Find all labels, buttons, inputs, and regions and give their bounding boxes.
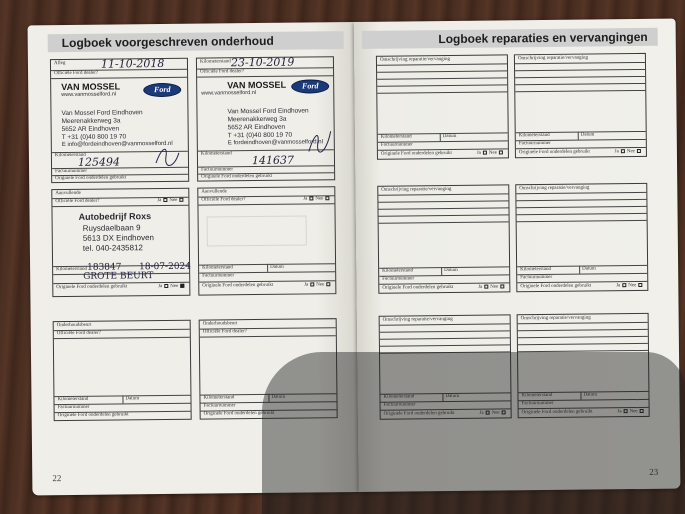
maintenance-card-3: Aanvullende Officiële Ford dealer? Ja Nee Autobedrijf Roxs Ruysdaelbaan 9 5613 DX Eindhoven tel. 040-2435812 Kilometerstand 183847 18-07-2024 GROTE BEURT Originele Ford onderdelen gebruikt Ja Nee <box>51 188 190 297</box>
stamp-brand: VAN MOSSEL <box>61 81 121 93</box>
card-header-label: Afleg <box>53 61 66 67</box>
left-page-title: Logboek voorgeschreven onderhoud <box>48 31 344 52</box>
repair-card-1: Omschrijving reparatie/vervanging Kilometerstand Datum Factuurnummer Originele Ford onderdelen gebruikt Ja Nee <box>376 54 509 159</box>
stamp-line: T +31 (0)40 800 19 70 <box>61 133 127 142</box>
repair-card-4: Omschrijving reparatie/vervanging Kilometerstand Datum Factuurnummer Originele Ford onderdelen gebruikt Ja Nee <box>515 183 648 292</box>
page-number: 22 <box>52 473 62 484</box>
stamp-line: 5652 AR Eindhoven <box>61 125 120 134</box>
handwritten-date: 18-07-2024 <box>139 261 192 273</box>
official-dealer-label: Officiële Ford dealer? <box>54 70 99 77</box>
maintenance-card-5: Onderhoudsbeurt Officiële Ford dealer? Kilometerstand Datum Factuurnummer Originele Ford onderdelen gebruikt <box>53 320 192 421</box>
handwritten-note: GROTE BEURT <box>83 271 154 282</box>
maintenance-card-1: Afleg 11-10-2018 Officiële Ford dealer? VAN MOSSEL www.vanmosselford.nl Ford Van Mossel Ford Eindhoven Meerenakkerweg 3a 5652 AR Eindhoven T +31 (0)40 800 19 70 E info@fordeindhoven@vanmosselford.nl Kilometerstand 125494 Factuurnummer Originele Ford onderdelen gebruikt <box>50 58 189 183</box>
repair-card-3: Omschrijving reparatie/vervanging Kilometerstand Datum Factuurnummer Originele Ford onderdelen gebruikt Ja Nee <box>377 184 510 293</box>
handwritten-mileage: 141637 <box>251 153 295 168</box>
signature <box>306 125 334 157</box>
stamp-url: www.vanmosselford.nl <box>201 90 257 97</box>
logbook-booklet <box>28 19 681 496</box>
handwritten-mileage: 125494 <box>77 155 121 169</box>
left-page <box>28 22 359 495</box>
handwritten-mileage: 183847 <box>87 262 122 273</box>
ford-logo: Ford <box>143 83 181 97</box>
repair-card-5: Omschrijving reparatie/vervanging Kilometerstand Datum Factuurnummer Originele Ford onderdelen gebruikt Ja Nee <box>379 314 512 419</box>
repair-card-2: Omschrijving reparatie/vervanging Kilometerstand Datum Factuurnummer Originele Ford onderdelen gebruikt Ja Nee <box>514 53 647 158</box>
handwritten-date: 23-10-2019 <box>230 55 295 70</box>
stamp-brand: VAN MOSSEL <box>227 79 287 91</box>
handwritten-date: 11-10-2018 <box>100 56 165 71</box>
signature <box>152 143 182 171</box>
stamp-line: E info@fordeindhoven@vanmosselford.nl <box>61 140 173 149</box>
stamp-line: Autobedrijf Roxs <box>78 211 152 222</box>
maintenance-card-2: Kilometerstand 23-10-2019 Officiële Ford dealer? VAN MOSSEL www.vanmosselford.nl Ford Van Mossel Ford Eindhoven Meerenakkerweg 3a 5652 AR Eindhoven T +31 (0)40 800 19 70 E fordeindhoven@vanmosselford.nl Kilometerstand 141637 Factuurnummer Originele Ford onderdelen gebruikt <box>196 56 335 181</box>
page-number: 23 <box>649 466 659 477</box>
ford-logo: Ford <box>291 79 329 93</box>
right-page <box>354 19 681 492</box>
right-page-title: Logboek reparaties en vervangingen <box>362 28 658 49</box>
stamp-line: Meerenakkerweg 3a <box>61 117 121 126</box>
maintenance-card-6: Onderhoudsbeurt Officiële Ford dealer? Kilometerstand Datum Factuurnummer Originele Ford onderdelen gebruikt <box>199 318 338 419</box>
maintenance-card-4: Aanvullende Officiële Ford dealer? Ja Nee Kilometerstand Datum Factuurnummer Originele Ford onderdelen gebruikt Ja Nee <box>197 186 336 295</box>
stamp-url: www.vanmosselford.nl <box>61 91 117 99</box>
repair-card-6: Omschrijving reparatie/vervanging Kilometerstand Datum Factuurnummer Originele Ford onderdelen gebruikt Ja Nee <box>517 313 650 418</box>
stamp-line: Van Mossel Ford Eindhoven <box>61 109 143 118</box>
faded-stamp <box>207 215 307 246</box>
